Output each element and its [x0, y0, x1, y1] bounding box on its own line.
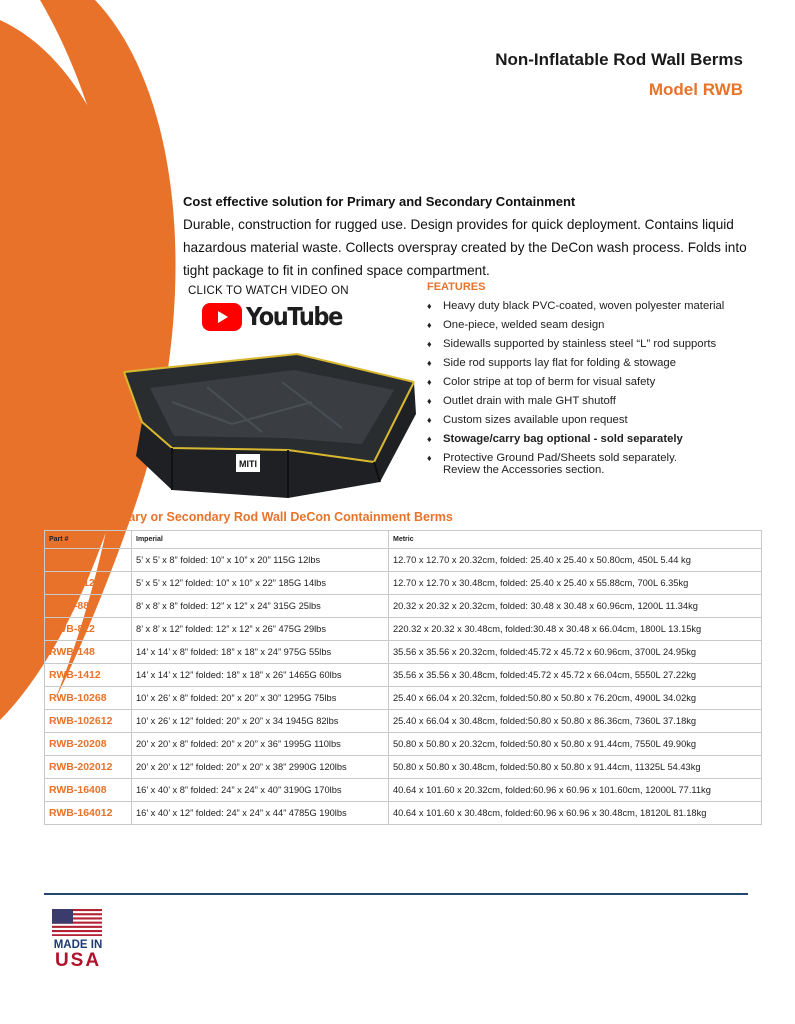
us-flag-icon — [52, 909, 102, 936]
footer-divider — [44, 893, 748, 895]
diamond-bullet-icon: ♦ — [427, 453, 432, 463]
imperial-cell: 16’ x 40’ x 8” folded: 24” x 24” x 40” 3190G 170lbs — [132, 779, 389, 802]
intro-heading: Cost effective solution for Primary and Secondary Containment — [183, 194, 576, 209]
table-header-row — [45, 531, 762, 549]
youtube-link[interactable] — [202, 302, 353, 331]
part-number-cell: RWB-20208 — [45, 733, 132, 756]
table-row — [45, 618, 762, 641]
table-row — [45, 687, 762, 710]
diamond-bullet-icon: ♦ — [427, 339, 432, 349]
video-label: CLICK TO WATCH VIDEO ON — [188, 285, 349, 297]
metric-cell: 50.80 x 50.80 x 30.48cm, folded:50.80 x 50.80 x 91.44cm, 11325L 54.43kg — [389, 756, 762, 779]
model-name: Model RWB — [648, 80, 743, 99]
part-number-cell: RWB-10268 — [45, 687, 132, 710]
metric-cell: 20.32 x 20.32 x 20.32cm, folded: 30.48 x 30.48 x 60.96cm, 1200L 11.34kg — [389, 595, 762, 618]
part-number-cell: RWB-164012 — [45, 802, 132, 825]
diamond-bullet-icon: ♦ — [427, 301, 432, 311]
diamond-bullet-icon: ♦ — [427, 415, 432, 425]
metric-cell: 35.56 x 35.56 x 20.32cm, folded:45.72 x 45.72 x 60.96cm, 3700L 24.95kg — [389, 641, 762, 664]
column-header-part: Part # — [45, 531, 132, 549]
metric-cell: 40.64 x 101.60 x 30.48cm, folded:60.96 x 60.96 x 30.48cm, 18120L 81.18kg — [389, 802, 762, 825]
table-row — [45, 756, 762, 779]
metric-cell: 25.40 x 66.04 x 20.32cm, folded:50.80 x 50.80 x 76.20cm, 4900L 34.02kg — [389, 687, 762, 710]
table-title: Portable Primary or Secondary Rod Wall DeCon Containment Berms — [47, 510, 453, 524]
imperial-cell: 5’ x 5’ x 8” folded: 10” x 10” x 20” 115G 12lbs — [132, 549, 389, 572]
feature-item: ♦ Side rod supports lay flat for folding & stowage — [427, 357, 772, 376]
metric-cell: 12.70 x 12.70 x 30.48cm, folded: 25.40 x 25.40 x 55.88cm, 700L 6.35kg — [389, 572, 762, 595]
diamond-bullet-icon: ♦ — [427, 320, 432, 330]
feature-item: ♦ Custom sizes available upon request — [427, 414, 772, 433]
table-row — [45, 641, 762, 664]
metric-cell: 12.70 x 12.70 x 20.32cm, folded: 25.40 x 25.40 x 50.80cm, 450L 5.44 kg — [389, 549, 762, 572]
part-number-cell: RWB-148 — [45, 641, 132, 664]
table-row — [45, 779, 762, 802]
part-number-cell: RWB-512 — [45, 572, 132, 595]
youtube-play-icon — [202, 303, 242, 331]
table-row — [45, 595, 762, 618]
part-number-cell: RWB-88 — [45, 595, 132, 618]
part-number-cell: RWB-16408 — [45, 779, 132, 802]
column-header-imperial: Imperial — [132, 531, 389, 549]
miti-logo: MITI — [239, 459, 257, 469]
imperial-cell: 14’ x 14’ x 12” folded: 18” x 18” x 26” 1465G 60lbs — [132, 664, 389, 687]
imperial-cell: 10’ x 26’ x 12” folded: 20” x 20” x 34 1945G 82lbs — [132, 710, 389, 733]
features-section — [427, 281, 772, 480]
feature-item: ♦ Stowage/carry bag optional - sold separately — [427, 433, 772, 452]
column-header-metric: Metric — [389, 531, 762, 549]
imperial-cell: 10’ x 26’ x 8” folded: 20” x 20” x 30” 1295G 75lbs — [132, 687, 389, 710]
diamond-bullet-icon: ♦ — [427, 377, 432, 387]
feature-item: ♦ Heavy duty black PVC-coated, woven polyester material — [427, 300, 772, 319]
feature-item: ♦ Protective Ground Pad/Sheets sold separately. Review the Accessories section. — [427, 452, 772, 480]
part-number-cell: RWB-58 — [45, 549, 132, 572]
metric-cell: 35.56 x 35.56 x 30.48cm, folded:45.72 x 45.72 x 66.04cm, 5550L 27.22kg — [389, 664, 762, 687]
metric-cell: 40.64 x 101.60 x 20.32cm, folded:60.96 x 60.96 x 101.60cm, 12000L 77.11kg — [389, 779, 762, 802]
imperial-cell: 8’ x 8’ x 12” folded: 12” x 12” x 26” 475G 29lbs — [132, 618, 389, 641]
feature-item: ♦ Sidewalls supported by stainless steel “L” rod supports — [427, 338, 772, 357]
part-number-cell: RWB-812 — [45, 618, 132, 641]
feature-item: ♦ Color stripe at top of berm for visual safety — [427, 376, 772, 395]
intro-body: Durable, construction for rugged use. Design provides for quick deployment. Contains liquid hazardous material waste. Collects overspray created by the DeCon wash process. Folds into tight package to fit in confined space compartment. — [183, 217, 747, 278]
table-row — [45, 572, 762, 595]
table-row — [45, 664, 762, 687]
imperial-cell: 16’ x 40’ x 12” folded: 24” x 24” x 44” 4785G 190lbs — [132, 802, 389, 825]
part-number-cell: RWB-1412 — [45, 664, 132, 687]
country-label: USA — [54, 950, 102, 971]
feature-item: ♦ Outlet drain with male GHT shutoff — [427, 395, 772, 414]
part-number-cell: RWB-202012 — [45, 756, 132, 779]
metric-cell: 50.80 x 50.80 x 20.32cm, folded:50.80 x 50.80 x 91.44cm, 7550L 49.90kg — [389, 733, 762, 756]
diamond-bullet-icon: ♦ — [427, 396, 432, 406]
table-row — [45, 802, 762, 825]
diamond-bullet-icon: ♦ — [427, 358, 432, 368]
metric-cell: 220.32 x 20.32 x 30.48cm, folded:30.48 x 30.48 x 66.04cm, 1800L 13.15kg — [389, 618, 762, 641]
made-in-label: MADE IN — [53, 939, 103, 951]
page-title: Non-Inflatable Rod Wall Berms — [495, 50, 743, 69]
youtube-wordmark: YouTube — [246, 302, 342, 331]
imperial-cell: 14’ x 14’ x 8” folded: 18” x 18” x 24” 975G 55lbs — [132, 641, 389, 664]
table-row — [45, 710, 762, 733]
berm-spec-table — [44, 530, 762, 825]
imperial-cell: 5’ x 5’ x 12” folded: 10” x 10” x 22” 185G 14lbs — [132, 572, 389, 595]
intro-section — [183, 190, 753, 282]
imperial-cell: 8’ x 8’ x 8” folded: 12” x 12” x 24” 315G 25lbs — [132, 595, 389, 618]
metric-cell: 25.40 x 66.04 x 30.48cm, folded:50.80 x 50.80 x 86.36cm, 7360L 37.18kg — [389, 710, 762, 733]
berm-product-photo — [112, 352, 424, 500]
part-number-cell: RWB-102612 — [45, 710, 132, 733]
imperial-cell: 20’ x 20’ x 8” folded: 20” x 20” x 36” 1995G 110lbs — [132, 733, 389, 756]
table-row — [45, 733, 762, 756]
diamond-bullet-icon: ♦ — [427, 434, 432, 444]
feature-item: ♦ One-piece, welded seam design — [427, 319, 772, 338]
table-row — [45, 549, 762, 572]
features-heading: FEATURES — [427, 281, 486, 293]
imperial-cell: 20’ x 20’ x 12” folded: 20” x 20” x 38” 2990G 120lbs — [132, 756, 389, 779]
features-list — [427, 300, 772, 480]
